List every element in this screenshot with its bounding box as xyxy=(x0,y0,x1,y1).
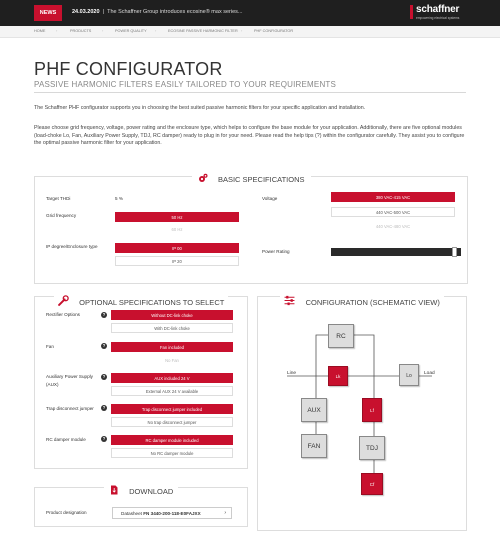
trap-option-none[interactable]: No trap disconnect jumper xyxy=(111,417,233,427)
breadcrumb-sep: › xyxy=(56,29,58,33)
voltage-option-440-500[interactable]: 440 VAC-500 VAC xyxy=(331,207,455,217)
optional-specifications-title: OPTIONAL SPECIFICATIONS TO SELECT xyxy=(79,298,225,307)
page-title: PHF CONFIGURATOR xyxy=(34,59,223,79)
voltage-option-440-480[interactable]: 440 VAC-480 VAC xyxy=(331,221,455,231)
enclosure-option-ip00[interactable]: IP 00 xyxy=(115,243,239,253)
voltage-label: Voltage xyxy=(262,196,278,201)
basic-specifications-header xyxy=(34,169,468,183)
grid-frequency-label: Grid frequency xyxy=(46,213,77,218)
aux-label-abbr: (AUX) xyxy=(46,382,59,387)
rc-damper-help-icon[interactable]: ? xyxy=(102,436,106,441)
basic-specifications-title: BASIC SPECIFICATIONS xyxy=(217,175,305,184)
chevron-right-icon: › xyxy=(224,510,226,516)
rectifier-option-without-choke[interactable]: Without DC-link choke xyxy=(111,310,233,320)
fan-help-icon[interactable]: ? xyxy=(102,343,106,348)
power-rating-slider-handle[interactable] xyxy=(452,247,457,257)
schematic-rc-block[interactable]: RC xyxy=(328,324,354,348)
datasheet-prefix: Datasheet xyxy=(121,511,142,516)
trap-label: Trap disconnect jumper xyxy=(46,406,94,411)
grid-option-60hz[interactable]: 60 Hz xyxy=(115,224,239,234)
breadcrumb-home[interactable]: HOME xyxy=(34,29,46,33)
fan-option-none[interactable]: No Fan xyxy=(111,355,233,365)
aux-help-icon[interactable]: ? xyxy=(102,374,106,379)
wrench-icon xyxy=(58,295,69,306)
power-rating-label: Power Rating xyxy=(262,249,290,254)
news-headline[interactable]: The Schaffner Group introduces ecosine® max series... xyxy=(107,9,243,15)
optional-specifications-header xyxy=(34,292,248,306)
schematic-line-label: Line xyxy=(287,371,297,376)
trap-option-included[interactable]: Trap disconnect jumper included xyxy=(111,404,233,414)
rectifier-label: Rectifier Options xyxy=(46,312,80,317)
power-rating-slider[interactable] xyxy=(331,248,461,256)
download-title: DOWNLOAD xyxy=(129,487,174,496)
schaffner-logo[interactable] xyxy=(410,4,468,22)
configuration-title: CONFIGURATION (SCHEMATIC VIEW) xyxy=(305,298,440,307)
schematic-lo-block[interactable]: Lo xyxy=(399,364,419,386)
aux-option-external[interactable]: External AUX 24 V available xyxy=(111,386,233,396)
page-subtitle: PASSIVE HARMONIC FILTERS EASILY TAILORED TO YOUR REQUIREMENTS xyxy=(34,80,337,89)
schematic-lk-block[interactable]: Lk xyxy=(328,366,348,386)
logo-tagline: empowering electrical systems xyxy=(416,16,460,20)
rc-damper-label: RC damper module xyxy=(46,437,86,442)
title-divider xyxy=(34,92,466,93)
gears-icon xyxy=(198,173,208,183)
breadcrumb-sep: › xyxy=(102,29,104,33)
rectifier-help-icon[interactable]: ? xyxy=(102,312,106,317)
rc-damper-option-included[interactable]: RC damper module included xyxy=(111,435,233,445)
aux-label: Auxiliary Power Supply xyxy=(46,374,93,379)
grid-option-50hz[interactable]: 50 Hz xyxy=(115,212,239,222)
logo-name: schaffner xyxy=(416,4,460,15)
enclosure-label: IP degree/Enclosure type xyxy=(46,244,98,249)
fan-option-included[interactable]: Fan included xyxy=(111,342,233,352)
schematic-cf-block[interactable]: Cf xyxy=(361,473,383,495)
breadcrumb-products[interactable]: PRODUCTS xyxy=(70,29,92,33)
download-header xyxy=(34,481,248,495)
breadcrumb-configurator: PHF CONFIGURATOR xyxy=(254,29,294,33)
breadcrumb-ecosine[interactable]: ECOSINE PASSIVE HARMONIC FILTER xyxy=(168,29,238,33)
logo-bar xyxy=(410,5,413,19)
product-datasheet-link[interactable] xyxy=(112,507,232,519)
schematic-tdj-block[interactable]: TDJ xyxy=(359,436,385,460)
schematic-fan-block[interactable]: FAN xyxy=(301,434,327,458)
enclosure-option-ip20[interactable]: IP 20 xyxy=(115,256,239,266)
breadcrumb-power-quality[interactable]: POWER QUALITY xyxy=(115,29,147,33)
news-button[interactable]: NEWS xyxy=(34,5,62,21)
rc-damper-option-none[interactable]: No RC damper module xyxy=(111,448,233,458)
voltage-option-380-415[interactable]: 380 VAC-415 VAC xyxy=(331,192,455,202)
download-file-icon xyxy=(109,485,119,495)
product-code: FN 3440-200-118-E0FAJXX xyxy=(143,511,201,516)
news-date: 24.03.2020 xyxy=(72,9,100,15)
schematic-load-label: Load xyxy=(424,371,435,376)
aux-option-included[interactable]: AUX included 24 V xyxy=(111,373,233,383)
intro-paragraph-1: The Schaffner PHF configurator supports you in choosing the best suited passive harmonic filters for your specific application and installation. xyxy=(34,105,366,111)
trap-help-icon[interactable]: ? xyxy=(102,405,106,410)
thdi-label: Target THDi xyxy=(46,196,71,201)
thdi-value: 5 % xyxy=(115,196,123,201)
top-bar xyxy=(0,0,500,26)
rectifier-option-with-choke[interactable]: With DC-link choke xyxy=(111,323,233,333)
product-designation-label: Product designation xyxy=(46,510,87,515)
schematic-lf-block[interactable]: Lf xyxy=(362,398,382,422)
fan-label: Fan xyxy=(46,344,54,349)
breadcrumb xyxy=(0,26,500,38)
news-ticker[interactable]: 24.03.2020 | The Schaffner Group introduces ecosine® max series... xyxy=(72,9,243,15)
breadcrumb-sep: › xyxy=(155,29,157,33)
intro-paragraph-2: Please choose grid frequency, voltage, power rating and the enclosure type, which helps to configure the base module for your application. Additionally, there are five optional modules (load-choke Lo, Fan, Auxiliary Power Supply, TDJ, RC damper) ready to plug in for your need. Please read the help tips (?) within the configurator carefully. They assist you to configure the optimal passive harmonic filter for your application. xyxy=(34,125,465,147)
breadcrumb-sep: › xyxy=(241,29,243,33)
schematic-aux-block[interactable]: AUX xyxy=(301,398,327,422)
